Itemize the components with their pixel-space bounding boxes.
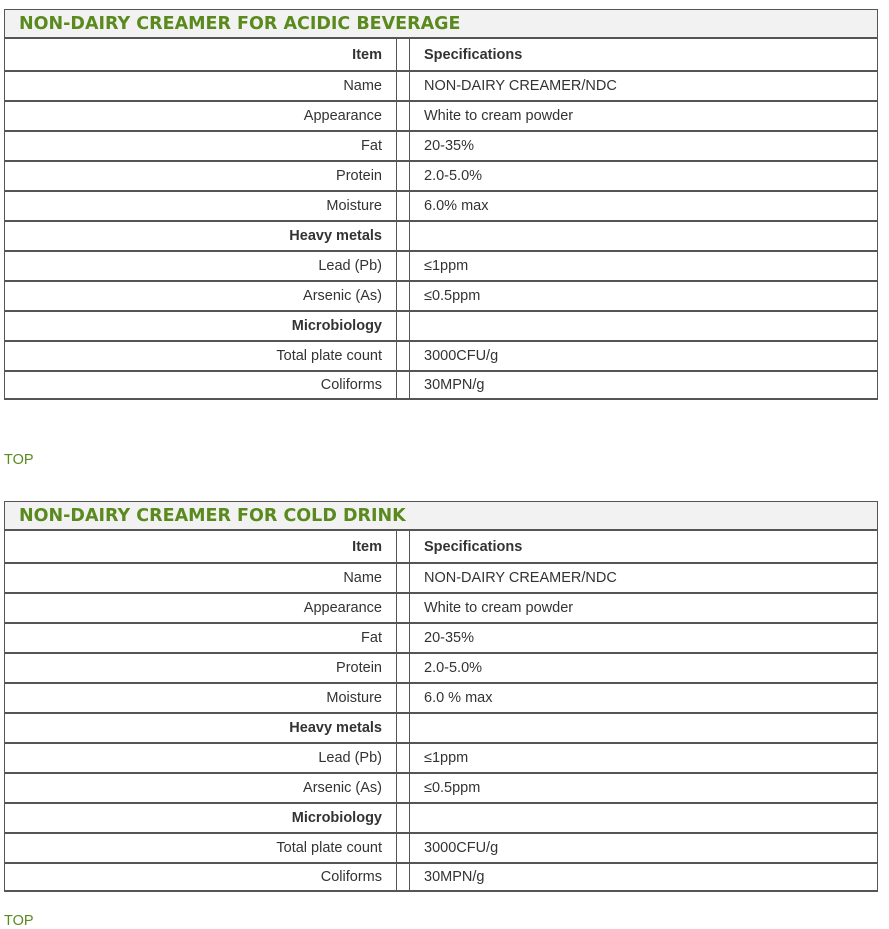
item-value: 2.0-5.0% bbox=[410, 652, 878, 682]
separator-cell bbox=[397, 682, 410, 712]
separator-cell bbox=[397, 280, 410, 310]
table-group-row bbox=[5, 802, 878, 832]
group-label: Heavy metals bbox=[5, 220, 397, 250]
separator-cell bbox=[397, 100, 410, 130]
table-row bbox=[5, 592, 878, 622]
separator-cell bbox=[397, 742, 410, 772]
separator-cell bbox=[397, 340, 410, 370]
table-row bbox=[5, 190, 878, 220]
item-value: 6.0% max bbox=[410, 190, 878, 220]
table-row bbox=[5, 652, 878, 682]
section-title: NON-DAIRY CREAMER FOR ACIDIC BEVERAGE bbox=[4, 9, 878, 37]
item-label: Protein bbox=[5, 160, 397, 190]
separator-cell bbox=[397, 592, 410, 622]
separator-cell bbox=[397, 250, 410, 280]
item-value bbox=[410, 310, 878, 340]
item-label: Protein bbox=[5, 652, 397, 682]
item-header: Item bbox=[5, 37, 397, 70]
table-group-row bbox=[5, 220, 878, 250]
separator-cell bbox=[397, 37, 410, 70]
separator-cell bbox=[397, 370, 410, 400]
item-label: Appearance bbox=[5, 592, 397, 622]
table-group-row bbox=[5, 310, 878, 340]
separator-cell bbox=[397, 832, 410, 862]
item-label: Appearance bbox=[5, 100, 397, 130]
item-value: 6.0 % max bbox=[410, 682, 878, 712]
spec-section-cold-drink bbox=[4, 501, 878, 892]
item-value: 3000CFU/g bbox=[410, 832, 878, 862]
table-row bbox=[5, 130, 878, 160]
table-row bbox=[5, 622, 878, 652]
item-value: NON-DAIRY CREAMER/NDC bbox=[410, 562, 878, 592]
item-value: 3000CFU/g bbox=[410, 340, 878, 370]
separator-cell bbox=[397, 190, 410, 220]
table-row bbox=[5, 280, 878, 310]
separator-cell bbox=[397, 160, 410, 190]
table-row bbox=[5, 562, 878, 592]
item-label: Coliforms bbox=[5, 862, 397, 892]
item-value bbox=[410, 712, 878, 742]
separator-cell bbox=[397, 562, 410, 592]
table-row bbox=[5, 340, 878, 370]
spec-table bbox=[4, 529, 878, 892]
item-value: ≤1ppm bbox=[410, 742, 878, 772]
spec-header: Specifications bbox=[410, 529, 878, 562]
table-row bbox=[5, 862, 878, 892]
table-header-row bbox=[5, 529, 878, 562]
item-value: ≤1ppm bbox=[410, 250, 878, 280]
table-row bbox=[5, 370, 878, 400]
spec-section-acidic-beverage bbox=[4, 9, 878, 400]
item-label: Lead (Pb) bbox=[5, 742, 397, 772]
separator-cell bbox=[397, 802, 410, 832]
table-row bbox=[5, 160, 878, 190]
item-value: ≤0.5ppm bbox=[410, 772, 878, 802]
group-label: Microbiology bbox=[5, 310, 397, 340]
item-label: Moisture bbox=[5, 682, 397, 712]
table-group-row bbox=[5, 712, 878, 742]
item-value bbox=[410, 220, 878, 250]
table-row bbox=[5, 250, 878, 280]
item-label: Total plate count bbox=[5, 340, 397, 370]
separator-cell bbox=[397, 712, 410, 742]
item-label: Fat bbox=[5, 130, 397, 160]
item-value: White to cream powder bbox=[410, 100, 878, 130]
item-label: Total plate count bbox=[5, 832, 397, 862]
separator-cell bbox=[397, 622, 410, 652]
item-label: Lead (Pb) bbox=[5, 250, 397, 280]
item-label: Name bbox=[5, 70, 397, 100]
item-label: Moisture bbox=[5, 190, 397, 220]
top-link[interactable]: TOP bbox=[4, 452, 34, 468]
item-value bbox=[410, 802, 878, 832]
section-title: NON-DAIRY CREAMER FOR COLD DRINK bbox=[4, 501, 878, 529]
item-label: Arsenic (As) bbox=[5, 280, 397, 310]
spec-header: Specifications bbox=[410, 37, 878, 70]
table-row bbox=[5, 100, 878, 130]
item-value: 20-35% bbox=[410, 130, 878, 160]
group-label: Heavy metals bbox=[5, 712, 397, 742]
item-value: 30MPN/g bbox=[410, 862, 878, 892]
table-row bbox=[5, 742, 878, 772]
separator-cell bbox=[397, 220, 410, 250]
table-row bbox=[5, 832, 878, 862]
item-value: White to cream powder bbox=[410, 592, 878, 622]
item-value: 20-35% bbox=[410, 622, 878, 652]
item-label: Arsenic (As) bbox=[5, 772, 397, 802]
item-value: NON-DAIRY CREAMER/NDC bbox=[410, 70, 878, 100]
table-header-row bbox=[5, 37, 878, 70]
separator-cell bbox=[397, 70, 410, 100]
separator-cell bbox=[397, 130, 410, 160]
item-header: Item bbox=[5, 529, 397, 562]
separator-cell bbox=[397, 652, 410, 682]
table-row bbox=[5, 682, 878, 712]
separator-cell bbox=[397, 310, 410, 340]
separator-cell bbox=[397, 772, 410, 802]
item-value: 30MPN/g bbox=[410, 370, 878, 400]
item-label: Fat bbox=[5, 622, 397, 652]
item-label: Name bbox=[5, 562, 397, 592]
separator-cell bbox=[397, 529, 410, 562]
spec-table bbox=[4, 37, 878, 400]
item-value: ≤0.5ppm bbox=[410, 280, 878, 310]
table-row bbox=[5, 70, 878, 100]
item-label: Coliforms bbox=[5, 370, 397, 400]
separator-cell bbox=[397, 862, 410, 892]
table-row bbox=[5, 772, 878, 802]
group-label: Microbiology bbox=[5, 802, 397, 832]
top-link-bottom[interactable]: TOP bbox=[4, 913, 34, 929]
item-value: 2.0-5.0% bbox=[410, 160, 878, 190]
